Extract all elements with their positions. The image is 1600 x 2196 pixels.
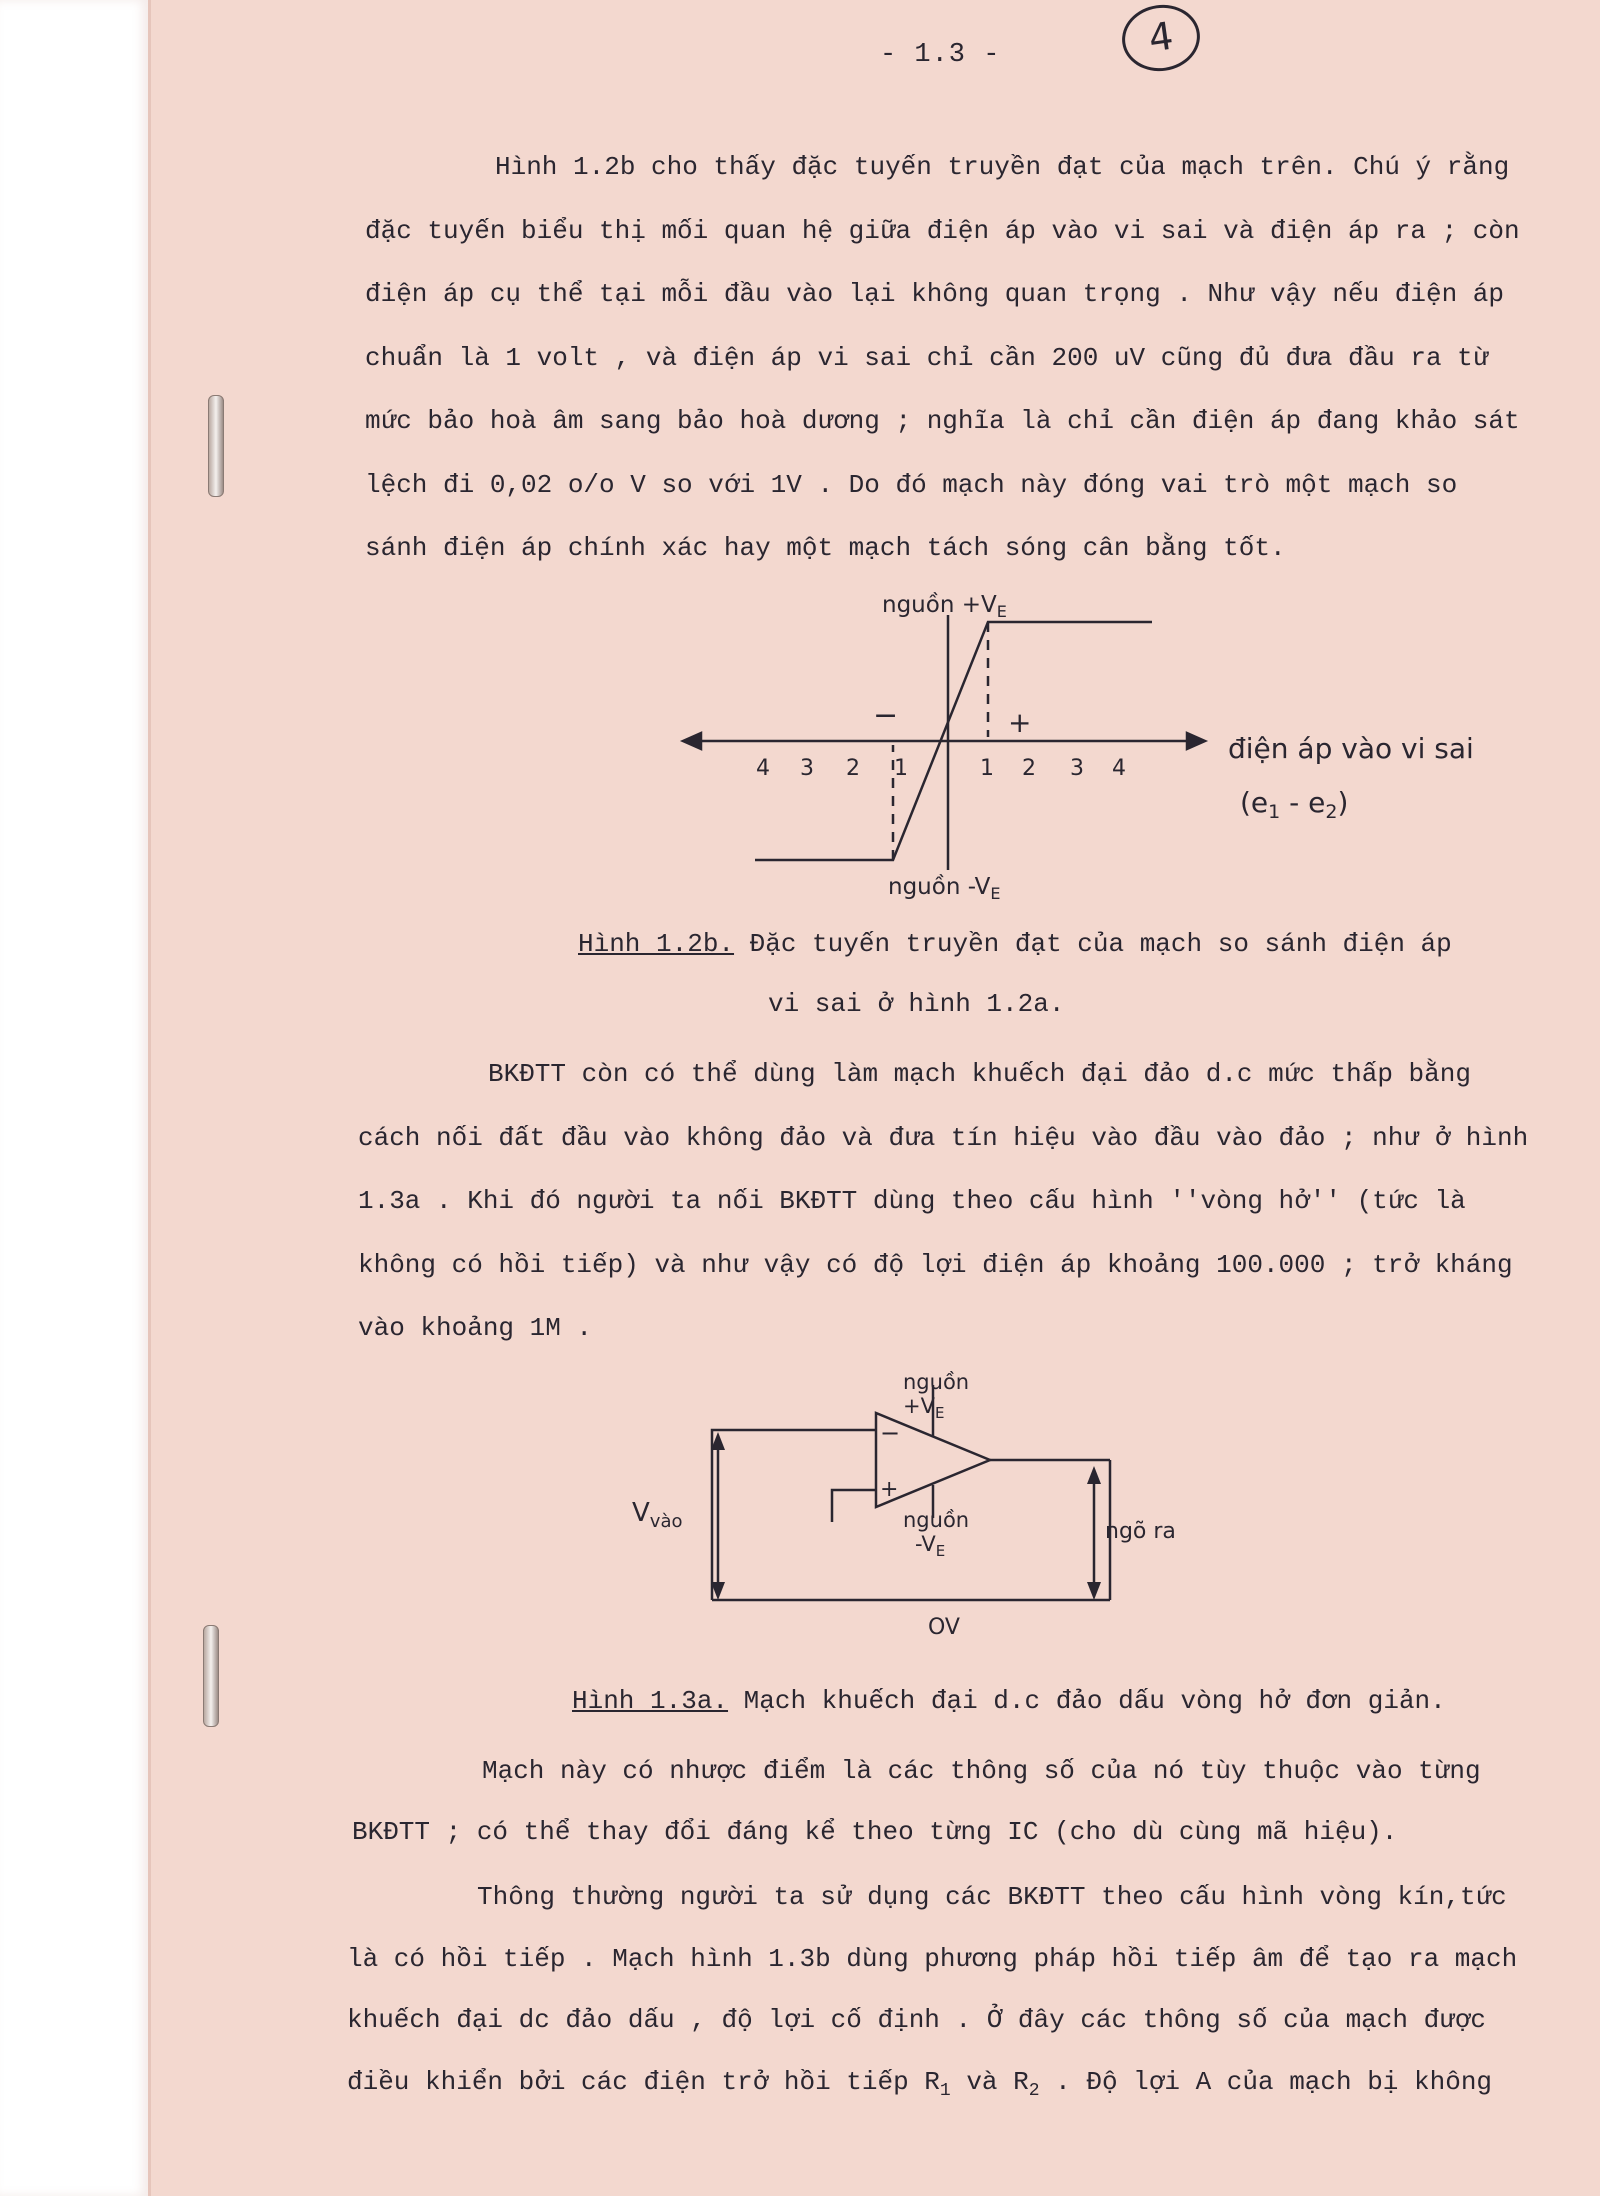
text-line: sánh điện áp chính xác hay một mạch tách sóng cân bằng tốt.: [365, 533, 1286, 563]
supply-top-label: nguồn $+V_E$: [882, 592, 1007, 621]
paragraph-4: [347, 1867, 1537, 2122]
minus-input-sign: −: [880, 1419, 901, 1447]
text-line: khuếch đại dc đảo dấu , độ lợi cố định . Ở đây các thông số của mạch được: [347, 2005, 1486, 2035]
page-number: - 1.3 -: [880, 40, 1001, 70]
caption-text: Mạch khuếch đại d.c đảo dấu vòng hở đơn giản.: [743, 1686, 1446, 1716]
text-line: Hình 1.2b cho thấy đặc tuyến truyền đạt của mạch trên. Chú ý rằng: [495, 152, 1510, 182]
tick-label: 2: [846, 756, 860, 781]
figure-caption-1-3a: [572, 1686, 1446, 1716]
text-line: cách nối đất đầu vào không đảo và đưa tín hiệu vào đầu vào đảo ; như ở hình: [358, 1122, 1529, 1153]
text-line: không có hồi tiếp) và như vậy có độ lợi điện áp khoảng 100.000 ; trở kháng: [358, 1249, 1513, 1280]
tick-label: 3: [1070, 756, 1084, 781]
text-line: lệch đi 0,02 o/o V so với 1V . Do đó mạch này đóng vai trò một mạch so: [365, 469, 1458, 500]
paragraph-3: [352, 1741, 1542, 1863]
supply-bottom-label: nguồn $-V_E$: [888, 874, 1001, 903]
x-axis-sub-label: $(e_1 - e_2)$: [1240, 786, 1349, 823]
supply-top-label: nguồn: [903, 1370, 970, 1394]
tick-label: 3: [800, 756, 814, 781]
minus-region-sign: −: [873, 698, 899, 733]
caption-label: Hình 1.3a.: [572, 1686, 729, 1716]
text-line: điều khiển bởi các điện trở hồi tiếp $R_1$ và $R_2$ . Độ lợi A của mạch bị không: [347, 2066, 1493, 2101]
output-arrow-head-top: [1087, 1466, 1101, 1484]
output-label: ngõ ra: [1105, 1519, 1176, 1544]
supply-top-value: $+V_E$: [903, 1394, 945, 1422]
text-line: 1.3a . Khi đó người ta nối BKĐTT dùng theo cấu hình ''vòng hở'' (tức là: [358, 1186, 1466, 1216]
text-line: chuẩn là 1 volt , và điện áp vi sai chỉ cần 200 uV cũng đủ đưa đầu ra từ: [365, 342, 1489, 373]
text-line: là có hồi tiếp . Mạch hình 1.3b dùng phương pháp hồi tiếp âm để tạo ra mạch: [347, 1943, 1518, 1974]
supply-bottom-value: $-V_E$: [915, 1532, 946, 1560]
supply-bottom-label: nguồn: [903, 1508, 970, 1532]
ground-label: OV: [928, 1615, 960, 1640]
tick-label: 1: [980, 756, 994, 781]
text-line: điện áp cụ thể tại mỗi đầu vào lại không quan trọng . Như vậy nếu điện áp: [365, 279, 1504, 309]
text-line: đặc tuyến biểu thị mối quan hệ giữa điện áp vào vi sai và điện áp ra ; còn: [365, 215, 1520, 246]
tick-label: 4: [1112, 756, 1126, 781]
tick-label: 2: [1022, 756, 1036, 781]
text-line: mức bảo hoà âm sang bảo hoà dương ; nghĩa là chỉ cần điện áp đang khảo sát: [365, 406, 1520, 436]
text-line: BKĐTT còn có thể dùng làm mạch khuếch đại đảo d.c mức thấp bằng: [488, 1059, 1471, 1089]
text-line: vào khoảng 1M .: [358, 1313, 593, 1343]
figure-caption-1-2b-line2: vi sai ở hình 1.2a.: [768, 989, 1065, 1019]
text-line: BKĐTT ; có thể thay đổi đáng kể theo từng IC (cho dù cùng mã hiệu).: [352, 1817, 1398, 1847]
input-voltage-label: $V_{vào}$: [632, 1498, 683, 1532]
plus-input-sign: +: [880, 1477, 899, 1502]
x-axis-label: điện áp vào vi sai: [1228, 732, 1474, 765]
text-line: Mạch này có nhược điểm là các thông số của nó tùy thuộc vào từng: [482, 1756, 1481, 1786]
output-arrow-head-bottom: [1087, 1582, 1101, 1600]
inverting-input-wire: [712, 1430, 876, 1600]
tick-label: 4: [756, 756, 770, 781]
tick-label: 1: [894, 756, 908, 781]
caption-text: Đặc tuyến truyền đạt của mạch so sánh điện áp: [749, 929, 1452, 959]
circled-page-number: 4: [1118, 0, 1204, 76]
noninverting-input-wire: [832, 1490, 876, 1522]
text-line: Thông thường người ta sử dụng các BKĐTT theo cấu hình vòng kín,tức: [477, 1882, 1507, 1912]
plus-region-sign: +: [1008, 706, 1032, 739]
caption-label: Hình 1.2b.: [578, 929, 735, 959]
